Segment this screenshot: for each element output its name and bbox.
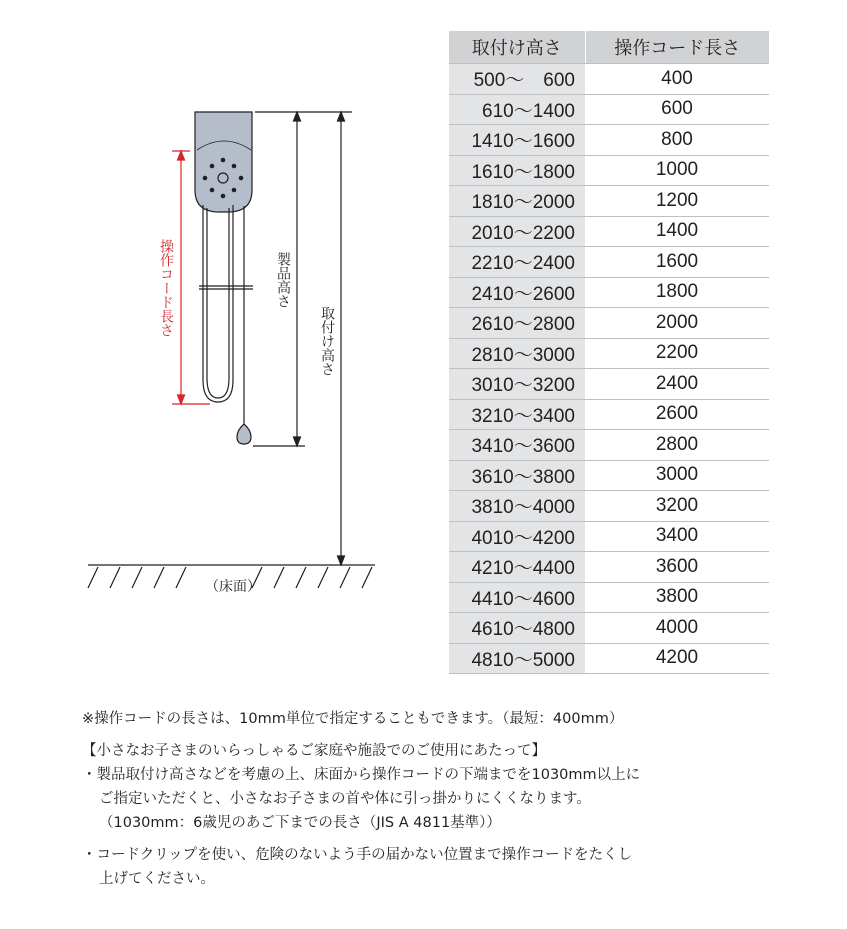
table-row — [449, 155, 769, 186]
safety-section-title: 【小さなお子さまのいらっしゃるご家庭や施設でのご使用にあたって】 — [82, 743, 546, 759]
install-height-cell: 610～1400 — [449, 94, 585, 125]
table-row — [449, 247, 769, 278]
cord-length-cell: 1000 — [585, 155, 769, 186]
cord-length-cell: 2000 — [585, 308, 769, 339]
table-row — [449, 277, 769, 308]
table-row — [449, 521, 769, 552]
install-height-cell: 2410～2600 — [449, 277, 585, 308]
table-row — [449, 582, 769, 613]
cord-length-cell: 2800 — [585, 430, 769, 461]
cord-length-cell: 2200 — [585, 338, 769, 369]
install-height-cell: 2010～2200 — [449, 216, 585, 247]
install-height-cell: 4410～4600 — [449, 582, 585, 613]
install-height-cell: 1410～1600 — [449, 125, 585, 156]
table-row — [449, 186, 769, 217]
table-body — [449, 64, 769, 674]
table-row — [449, 125, 769, 156]
notes — [82, 707, 782, 891]
install-height-cell: 1610～1800 — [449, 155, 585, 186]
install-height-cell: 4010～4200 — [449, 521, 585, 552]
cord-length-label: 操作コード長さ — [158, 239, 174, 337]
cord-length-cell: 4000 — [585, 613, 769, 644]
operation-unit — [195, 112, 252, 212]
install-height-cell: 3610～3800 — [449, 460, 585, 491]
cord-length-cell: 3800 — [585, 582, 769, 613]
table-row — [449, 552, 769, 583]
cord-length-cell: 3600 — [585, 552, 769, 583]
install-height-cell: 3410～3600 — [449, 430, 585, 461]
cord-length-cell: 1400 — [585, 216, 769, 247]
install-height-cell: 4610～4800 — [449, 613, 585, 644]
safety-bullet-1: ・製品取付け高さなどを考慮の上、床面から操作コードの下端までを1030mm以上に — [82, 767, 641, 783]
cord-length-cell: 4200 — [585, 643, 769, 674]
install-height-cell: 4810～5000 — [449, 643, 585, 674]
table-row — [449, 643, 769, 674]
install-height-cell: 2810～3000 — [449, 338, 585, 369]
cord-length-cell: 600 — [585, 94, 769, 125]
cord-length-cell: 3400 — [585, 521, 769, 552]
safety-bullet-1-ref: （1030mm：6歳児のあご下までの長さ（JIS A 4811基準）） — [99, 815, 501, 831]
table-row — [449, 369, 769, 400]
table-row — [449, 308, 769, 339]
install-height-cell: 2610～2800 — [449, 308, 585, 339]
cord-length-cell: 2600 — [585, 399, 769, 430]
install-height-cell: 3210～3400 — [449, 399, 585, 430]
table-row — [449, 399, 769, 430]
table-row — [449, 64, 769, 95]
safety-bullet-2: ・コードクリップを使い、危険のないよう手の届かない位置まで操作コードをたくし — [82, 847, 633, 863]
safety-bullet-2-cont: 上げてください。 — [99, 871, 215, 887]
table-row — [449, 338, 769, 369]
cord-length-table — [449, 31, 769, 674]
cord-length-cell: 1200 — [585, 186, 769, 217]
table-row — [449, 491, 769, 522]
install-height-cell: 3810～4000 — [449, 491, 585, 522]
column-header-cord-length: 操作コード長さ — [585, 31, 769, 64]
install-height-cell: 500～ 600 — [449, 64, 585, 95]
table-row — [449, 430, 769, 461]
cord-length-cell: 1600 — [585, 247, 769, 278]
cord-length-cell: 3200 — [585, 491, 769, 522]
install-height-cell: 4210～4400 — [449, 552, 585, 583]
product-height-label: 製品高さ — [275, 252, 291, 308]
table-row — [449, 613, 769, 644]
note-min-length: ※操作コードの長さは、10mm単位で指定することもできます。（最短：400mm） — [82, 711, 624, 727]
cord-length-cell: 2400 — [585, 369, 769, 400]
table-row — [449, 460, 769, 491]
cord-length-cell: 3000 — [585, 460, 769, 491]
cord-weight — [237, 424, 251, 444]
product-diagram — [0, 0, 445, 610]
cord-length-cell: 400 — [585, 64, 769, 95]
safety-bullet-1-cont: ご指定いただくと、小さなお子さまの首や体に引っ掛かりにくくなります。 — [99, 791, 591, 807]
column-header-install-height: 取付け高さ — [449, 31, 585, 64]
cord-length-cell: 1800 — [585, 277, 769, 308]
table-row — [449, 94, 769, 125]
cord-length-cell: 800 — [585, 125, 769, 156]
install-height-cell: 1810～2000 — [449, 186, 585, 217]
floor-label: （床面） — [205, 579, 261, 595]
install-height-label: 取付け高さ — [319, 306, 335, 376]
install-height-cell: 3010～3200 — [449, 369, 585, 400]
table-header-row — [449, 31, 769, 64]
table-row — [449, 216, 769, 247]
operation-cord — [199, 205, 253, 424]
install-height-cell: 2210～2400 — [449, 247, 585, 278]
